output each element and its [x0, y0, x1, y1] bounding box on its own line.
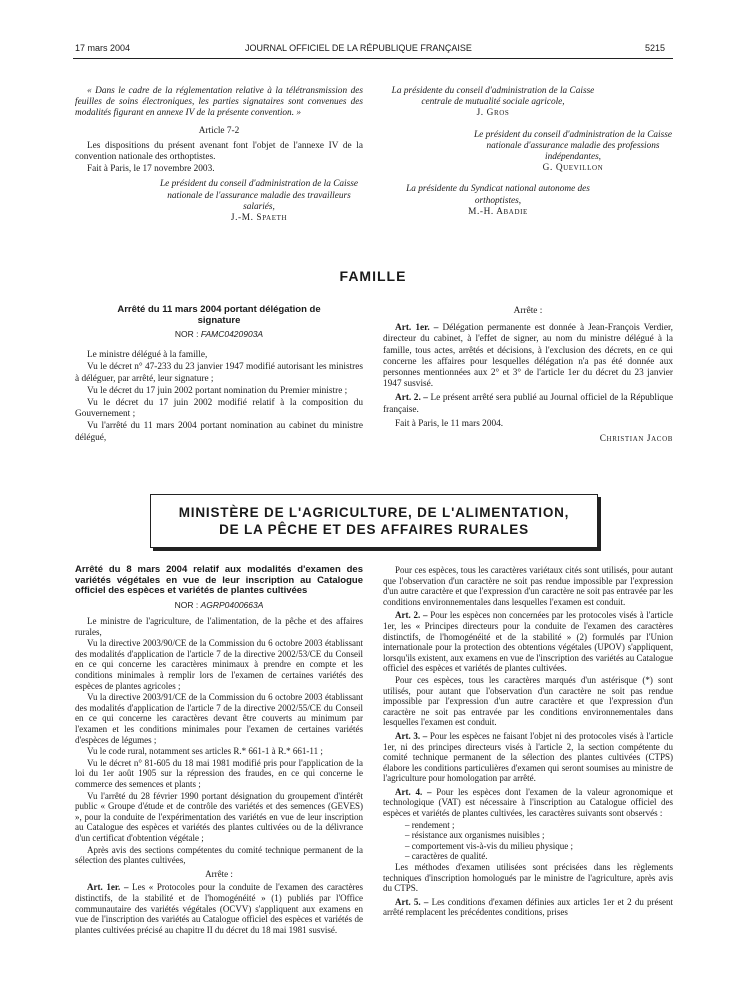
list-item: – caractères de qualité. [405, 851, 488, 862]
article-text: Les conditions d'examen définies aux articles 1er et 2 du présent arrêté remplacent les précédentes conditions, prises [383, 896, 674, 918]
signatory-title: La présidente du conseil d'administration de la Caisse centrale de mutualité sociale agricole, [391, 86, 595, 108]
visa-paragraph: Vu la directive 2003/90/CE de la Commission du 6 octobre 2003 établissant des modalités d'application de l'article 7 de la directive 2002/53/CE du Conseil en ce qui concerne les caractères minimaux à prendre en compte et les conditions minimales à remplir lors de l'examen de certaines variétés des espèces de plantes agricoles ; [75, 638, 363, 691]
article-label: Art. 3. – [395, 730, 428, 741]
article-text: Pour les espèces ne faisant l'objet ni des protocoles visés à l'article 1er, ni des principes directeurs visés à l'article 2, la section compétente du comité technique permanent de la sélection des plantes cultivées (CTPS) élabore les conditions particulières d'examen qui seront soumises au ministre de l'agriculture pour homologation par arrêté. [383, 730, 674, 784]
journal-title: JOURNAL OFFICIEL DE LA RÉPUBLIQUE FRANÇAISE [245, 43, 472, 53]
list-item: – rendement ; [405, 819, 455, 830]
visa-paragraph: Après avis des sections compétentes du comité technique permanent de la sélection des plantes cultivées, [75, 844, 363, 866]
article-paragraph [75, 882, 363, 935]
body-paragraph: Pour ces espèces, tous les caractères marqués d'un astérisque (*) sont utilisés, pour autant que l'observation d'un caractère ne soit pas rendue impossible par l'expression d'un autre caractère et que l'expression d'un caractère ne soit pas entravée par les conditions environnementales dans lesquelles l'examen est conduit. [383, 674, 673, 728]
nor-value: AGRP0400663A [200, 599, 264, 610]
article-paragraph [383, 731, 673, 784]
body-paragraph: Pour ces espèces, tous les caractères variétaux cités sont utilisés, pour autant que l'observation d'un caractère ne soit pas rendue impossible par l'expression d'un autre caractère et que l'expression d'un caractère ne soit pas entravée par les conditions environnementales dans lesquelles l'examen est conduit. [383, 565, 673, 607]
top-left-column [75, 86, 363, 224]
visa-paragraph: Vu le décret n° 47-233 du 23 janvier 1947 modifié autorisant les ministres à déléguer, par arrêté, leur signature ; [75, 362, 363, 384]
visa-paragraph: Le ministre délégué à la famille, [87, 350, 208, 361]
signatory-name: M.-H. Abadie [468, 206, 528, 217]
article-paragraph [383, 897, 673, 918]
article-paragraph [383, 610, 673, 674]
famille-right-column [383, 306, 673, 445]
done-line: Fait à Paris, le 11 mars 2004. [395, 418, 504, 429]
signatory-title: Le président du conseil d'administration de la Caisse nationale de l'assurance maladie des travailleurs salariés, [160, 179, 358, 212]
article-text: Pour les espèces dont l'examen de la valeur agronomique et technologique (VAT) est nécessaire à l'inscription au Catalogue officiel des espèces et variétés de plantes cultivées, les caractères suivants sont observés : [383, 786, 673, 819]
article-text: Le présent arrêté sera publié au Journal officiel de la République française. [383, 393, 674, 415]
page-number: 5215 [645, 43, 666, 53]
visa-paragraph: Vu le décret du 17 juin 2002 portant nomination du Premier ministre ; [87, 385, 348, 396]
done-line: Fait à Paris, le 17 novembre 2003. [87, 164, 215, 175]
nor-label: NOR : [174, 329, 199, 339]
visa-paragraph: Vu le décret n° 81-605 du 18 mai 1981 modifié pris pour l'application de la loi du 1er août 1905 sur la répression des fraudes, en ce qui concerne le commerce des semences et plants ; [75, 757, 363, 789]
signatory-name: Christian Jacob [599, 434, 673, 445]
signatory-name: G. Quevillon [542, 163, 604, 174]
agriculture-left-column [75, 565, 363, 936]
signatory-title: La présidente du Syndicat national autonome des orthoptistes, [406, 184, 590, 206]
article-paragraph [383, 323, 673, 390]
ministry-line: DE LA PÊCHE ET DES AFFAIRES RURALES [219, 522, 529, 537]
body-paragraph: Les méthodes d'examen utilisées sont précisées dans les règlements techniques d'inscription homologués par le ministre de l'agriculture, après avis du CTPS. [383, 862, 673, 894]
arrete-title: Arrêté du 11 mars 2004 portant délégation de signature [117, 304, 321, 326]
signatory-title: Le président du conseil d'administration de la Caisse nationale d'assurance maladie des professions indépendantes, [474, 129, 672, 163]
header-rule [73, 58, 673, 59]
article-paragraph [383, 787, 673, 819]
ministry-line: MINISTÈRE DE L'AGRICULTURE, DE L'ALIMENTATION, [178, 505, 570, 520]
arrete-label: Arrête : [513, 306, 543, 316]
nor-reference [75, 600, 363, 611]
article-text: Délégation permanente est donnée à Jean-François Verdier, directeur du cabinet, à l'effet de signer, au nom du ministre délégué à la famille, tous actes, arrêtés et décisions, à l'exclusion des décrets, en ce qui concerne les affaires pour lesquelles délégation n'a pas été donnée aux personnes mentionnées aux 2° et 3° de l'article 1er du décret du 23 janvier 1947 susvisé. [383, 323, 673, 390]
article-label: Art. 4. – [395, 786, 432, 797]
section-title: FAMILLE [339, 268, 407, 284]
arrete-label: Arrête : [205, 868, 233, 879]
signatory-name: J. Gros [476, 108, 510, 119]
article-label: Art. 2. – [395, 610, 428, 621]
visa-paragraph: Vu le décret du 17 juin 2002 modifié relatif à la composition du Gouvernement ; [75, 398, 363, 420]
arrete-title: Arrêté du 8 mars 2004 relatif aux modalités d'examen des variétés végétales en vue de leur inscription au Catalogue officiel des espèces et variétés de plantes cultivées [75, 564, 363, 596]
visa-paragraph: Vu l'arrêté du 28 février 1990 portant désignation du groupement d'intérêt public « Groupe d'étude et de contrôle des variétés et des semences (GEVES) », pour la conduite de l'expérimentation des variétés en vue de leur inscription au Catalogue des espèces et variétés des plantes cultivées ou de la délivrance d'un certificat d'obtention végétale ; [75, 790, 363, 843]
article-label: Art. 1er. – [395, 323, 439, 334]
intro-paragraph: « Dans le cadre de la réglementation relative à la télétransmission des feuilles de soins électroniques, les parties signataires sont convenues des modalités figurant en annexe IV de la présente convention. » [75, 86, 363, 119]
visa-paragraph: Vu l'arrêté du 11 mars 2004 portant nomination au cabinet du ministre délégué, [75, 421, 363, 443]
famille-left-column [75, 304, 363, 445]
list-item: – résistance aux organismes nuisibles ; [405, 830, 545, 841]
article-text: Pour les espèces non concernées par les protocoles visés à l'article 1er, les « Principes directeurs pour la conduite de l'examen des caractères distinctifs, de l'homogénéité et de la stabilité » (2) formulés par l'Union internationale pour la protection des obtentions végétales (UPOV) s'appliquent, lorsqu'ils existent, aux examens en vue de l'inscription des variétés au Catalogue officiel des espèces et variétés de plantes cultivées. [383, 610, 673, 674]
header-date: 17 mars 2004 [75, 43, 131, 53]
top-right-column [383, 86, 673, 218]
article-heading: Article 7-2 [198, 125, 240, 136]
agriculture-right-column [383, 565, 673, 919]
article-paragraph: Les dispositions du présent avenant font l'objet de l'annexe IV de la convention nationale des orthoptistes. [75, 140, 363, 163]
nor-reference [75, 329, 363, 340]
visa-paragraph: Vu la directive 2003/91/CE de la Commission du 6 octobre 2003 établissant des modalités d'application de l'article 7 de la directive 2002/55/CE du Conseil en ce qui concerne les caractères devant être couverts au minimum par l'examen et les conditions minimales pour l'examen de certaines variétés d'espèces de légumes ; [75, 692, 363, 745]
nor-value: FAMC0420903A [200, 329, 264, 339]
nor-label: NOR : [174, 599, 199, 610]
visa-paragraph: Vu le code rural, notamment ses articles R.* 661-1 à R.* 661-11 ; [87, 746, 323, 757]
article-label: Art. 5. – [395, 896, 429, 907]
list-item: – comportement vis-à-vis du milieu physique ; [405, 840, 573, 851]
article-text: Les « Protocoles pour la conduite de l'examen des caractères distinctifs, de la stabilité et de l'homogénéité » (1) publiés par l'Office communautaire des variétés végétales (OCVV) s'appliquent aux examens en vue de l'inscription des variétés au Catalogue officiel des espèces et variétés de plantes cultivées précisé au chapitre II du décret du 18 mai 1981 susvisé. [75, 882, 364, 935]
article-label: Art. 2. – [395, 393, 428, 404]
article-label: Art. 1er. – [87, 882, 129, 893]
ministry-box [150, 494, 598, 548]
article-paragraph [383, 393, 673, 415]
visa-paragraph: Le ministre de l'agriculture, de l'alimentation, de la pêche et des affaires rurales, [75, 616, 363, 637]
signatory-name: J.-M. Spaeth [230, 213, 288, 224]
